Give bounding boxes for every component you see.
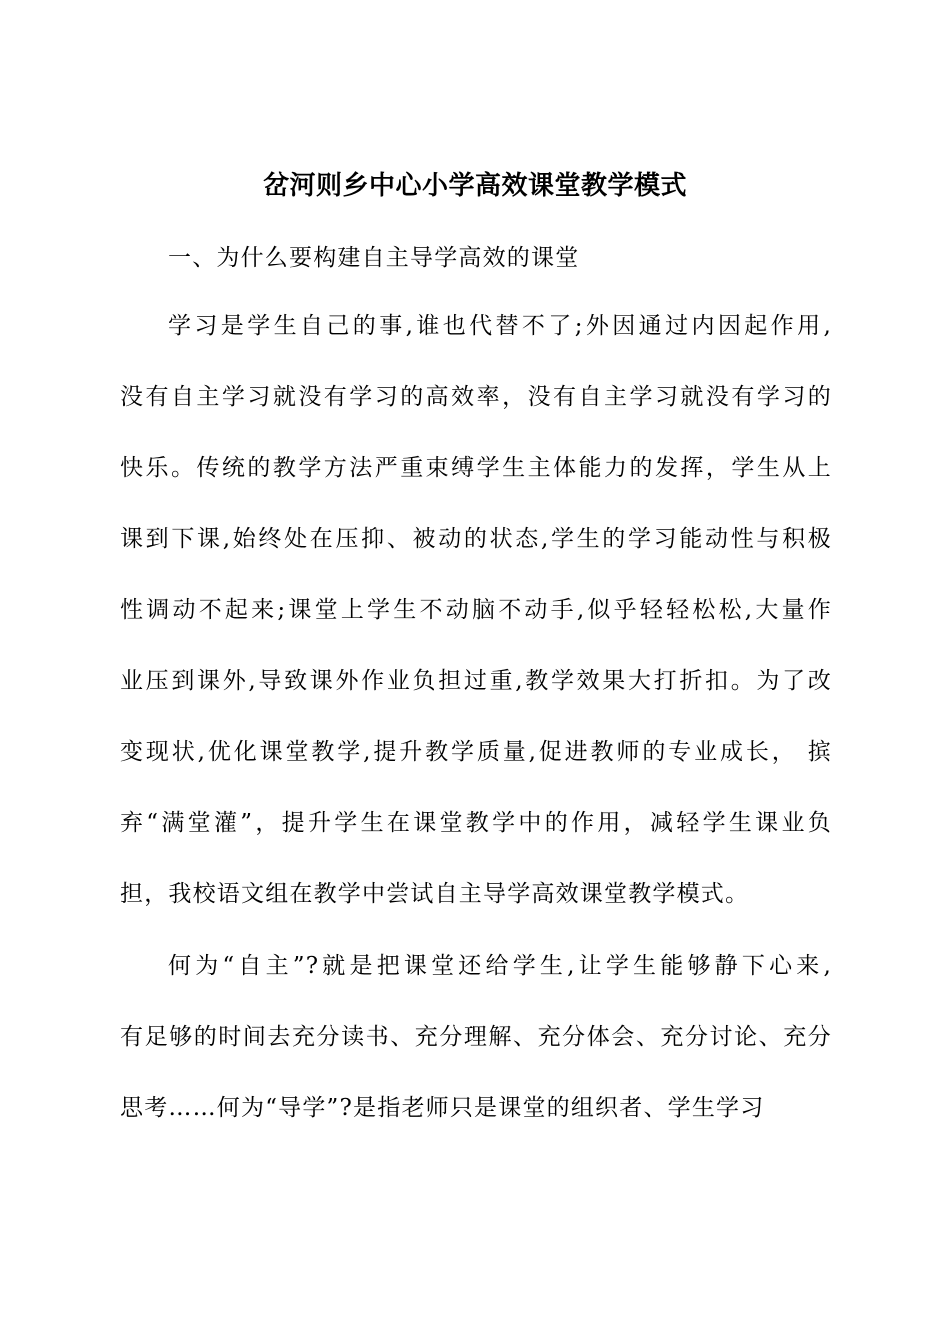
paragraph-line: 快乐。传统的教学方法严重束缚学生主体能力的发挥，学生从上 [120, 455, 832, 481]
paragraph-line: 课到下课,始终处在压抑、被动的状态,学生的学习能动性与积极 [120, 526, 832, 552]
paragraph-line: 有足够的时间去充分读书、充分理解、充分体会、充分讨论、充分 [120, 1024, 832, 1050]
paragraph-line: 业压到课外,导致课外作业负担过重,教学效果大打折扣。为了改 [120, 668, 832, 694]
paragraph-line: 思考……何为“导学”?是指老师只是课堂的组织者、学生学习 [120, 1095, 765, 1121]
document-title: 岔河则乡中心小学高效课堂教学模式 [262, 171, 687, 201]
paragraph-line: 担，我校语文组在教学中尝试自主导学高效课堂教学模式。 [120, 881, 750, 907]
paragraph-line: 学习是学生自己的事,谁也代替不了;外因通过内因起作用, [168, 313, 832, 339]
paragraph-line: 弃“满堂灌”，提升学生在课堂教学中的作用，减轻学生课业负 [120, 810, 832, 836]
paragraph-line: 性调动不起来;课堂上学生不动脑不动手,似乎轻轻松松,大量作 [120, 597, 832, 623]
section-heading: 一、为什么要构建自主导学高效的课堂 [168, 245, 580, 271]
paragraph-line: 变现状,优化课堂教学,提升教学质量,促进教师的专业成长， 摈 [120, 739, 832, 765]
paragraph-line: 何为“自主”?就是把课堂还给学生,让学生能够静下心来, [168, 953, 832, 979]
paragraph-line: 没有自主学习就没有学习的高效率，没有自主学习就没有学习的 [120, 384, 832, 410]
